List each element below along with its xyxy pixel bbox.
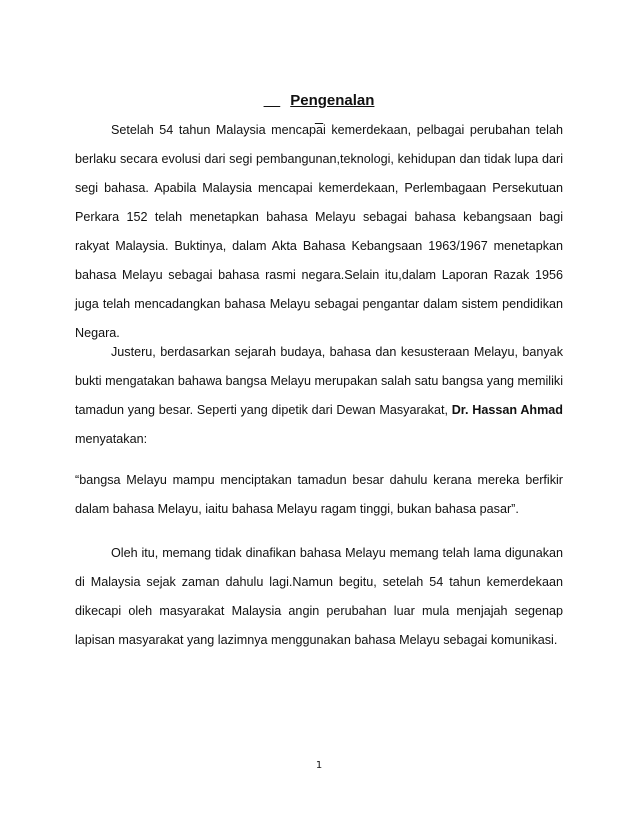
paragraph-intro-text: Setelah 54 tahun Malaysia mencapai kemerdekaan, pelbagai perubahan telah berlaku secara evolusi dari segi pembangunan,teknologi, kehidupan dan tidak lupa dari segi bahasa. Apabila Malaysia mencapai kemerdekaan, Perlembagaan Persekutuan Perkara 152 telah menetapkan bahasa Melayu sebagai bahasa kebangsaan bagi rakyat Malaysia. Buktinya, dalam Akta Bahasa Kebangsaan 1963/1967 menetapkan bahasa Melayu sebagai bahasa rasmi negara.Selain itu,dalam Laporan Razak 1956 juga telah mencadangkan bahasa Melayu sebagai pengantar dalam sistem pendidikan Negara.	[75, 123, 563, 340]
paragraph-history-ending: menyatakan:	[75, 432, 148, 446]
paragraph-history-text: Justeru, berdasarkan sejarah budaya, bahasa dan kesusteraan Melayu, banyak bukti mengatakan bahawa bangsa Melayu merupakan salah satu bangsa yang memiliki tamadun yang besar. Seperti yang dipetik dari Dewan Masyarakat,	[75, 345, 563, 417]
quote-paragraph	[75, 466, 563, 524]
page-number: 1	[315, 760, 323, 771]
paragraph-history	[75, 338, 563, 454]
author-name: Dr. Hassan Ahmad	[451, 403, 563, 417]
paragraph-intro	[75, 116, 563, 348]
title-text: Pengenalan	[290, 92, 375, 109]
quote-text: “bangsa Melayu mampu menciptakan tamadun besar dahulu kerana mereka berfikir dalam bahasa Melayu, iaitu bahasa Melayu ragam tinggi, bukan bahasa pasar”.	[75, 473, 563, 516]
paragraph-conclusion-text: Oleh itu, memang tidak dinafikan bahasa Melayu memang telah lama digunakan di Malaysia sejak zaman dahulu lagi.Namun begitu, setelah 54 tahun kemerdekaan dikecapi oleh masyarakat Malaysia angin perubahan luar mula menjajah segenap lapisan masyarakat yang lazimnya menggunakan bahasa Melayu sebagai komunikasi.	[75, 546, 563, 647]
paragraph-conclusion	[75, 539, 563, 655]
